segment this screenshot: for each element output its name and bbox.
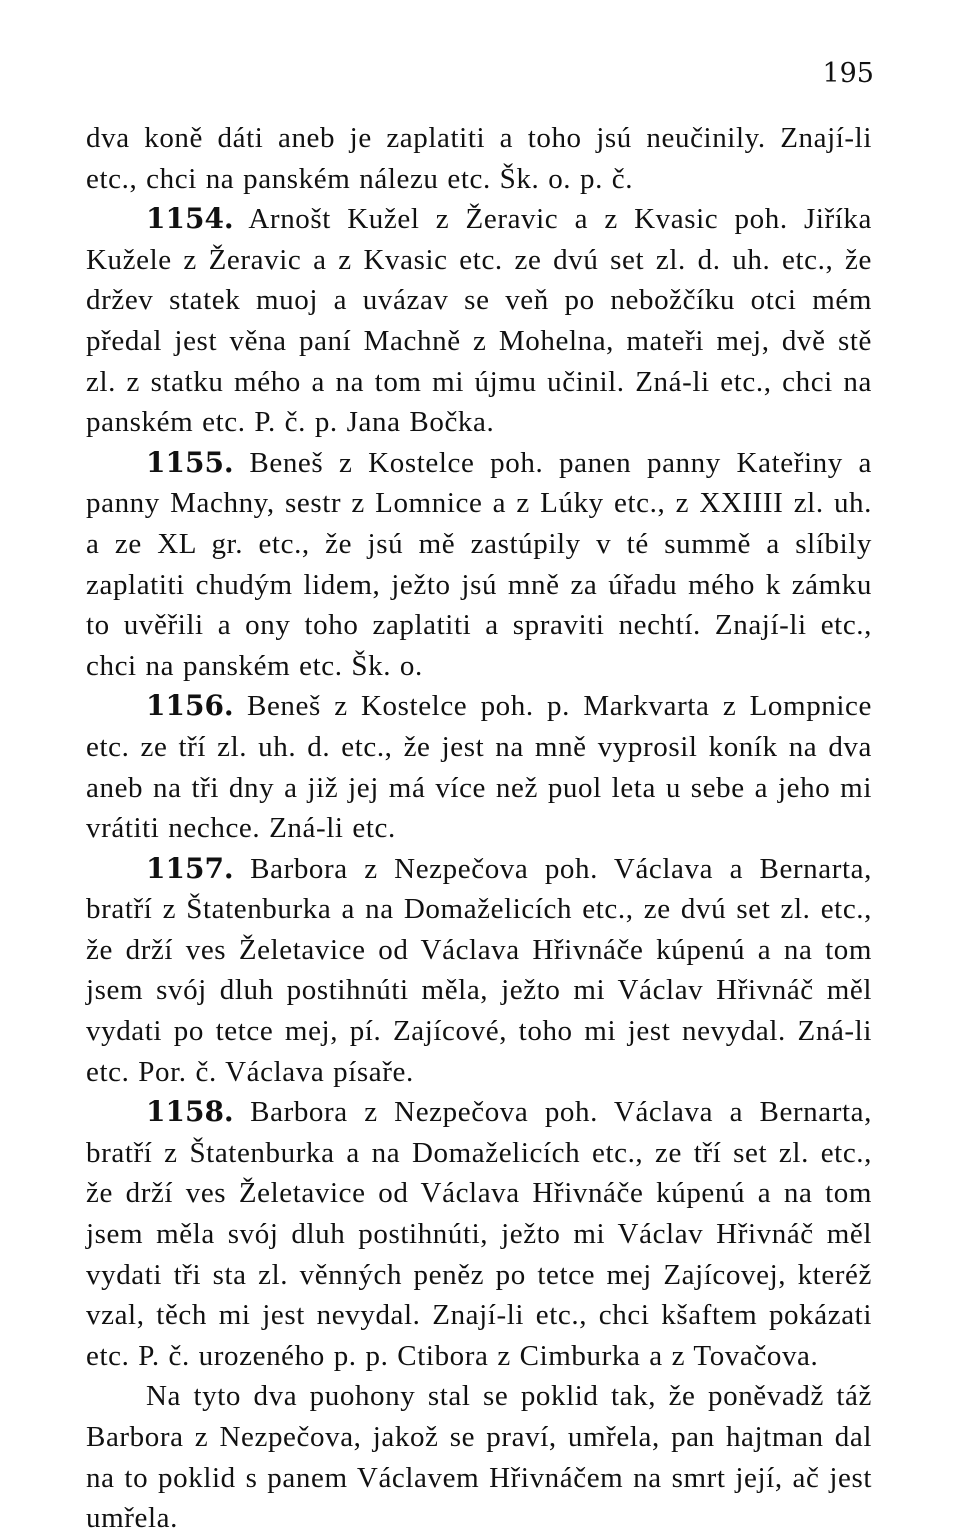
entry-number: 1158. (146, 1095, 234, 1129)
entry-number: 1154. (146, 202, 234, 236)
entry-1157 (86, 849, 872, 1093)
entry-1155 (86, 443, 872, 687)
entry-1158 (86, 1092, 872, 1376)
paragraph-text: Na tyto dva puohony stal se poklid tak, že poněvadž táž Barbora z Nezpečova, jakož se praví, umřela, pan hajtman dal na to poklid s panem Václavem Hřivnáčem na smrt její, ač jest umřela. (86, 1380, 872, 1535)
page-number: 195 (822, 58, 874, 89)
entry-1156 (86, 686, 872, 848)
entry-text: Arnošt Kužel z Žeravic a z Kvasic poh. Jiříka Kužele z Žeravic a z Kvasic etc. ze dvú set zl. d. uh. etc., že držev statek muoj a uvázav se veň po nebožčíku otci mém předal jest věna paní Machně z Mohelna, mateři mej, dvě stě zl. z statku mého a na tom mi újmu učinil. Zná-li etc., chci na panském etc. P. č. p. Jana Bočka. (86, 203, 872, 439)
text-body (86, 118, 872, 1539)
entry-text: Beneš z Kostelce poh. panen panny Kateřiny a panny Machny, sestr z Lomnice a z Lúky etc., z XXIIII zl. uh. a ze XL gr. etc., že jsú mě zastúpily v té summě a slíbily zaplatiti chudým lidem, ježto jsú mně za úřadu mého k zámku to uvěřili a ony toho zaplatiti a spraviti nechtí. Znají-li etc., chci na panském etc. Šk. o. (86, 446, 872, 682)
paragraph-text: dva koně dáti aneb je zaplatiti a toho jsú neučinily. Znají-li etc., chci na panském nálezu etc. Šk. o. p. č. (86, 122, 872, 195)
entry-text: Beneš z Kostelce poh. p. Markvarta z Lompnice etc. ze tří zl. uh. d. etc., že jest na mně vyprosil koník na dva aneb na tři dny a již jej má více než puol leta u sebe a jeho mi vrátiti nechce. Zná-li etc. (86, 690, 872, 845)
closing-note (86, 1376, 872, 1538)
entry-number: 1157. (146, 851, 234, 885)
entry-number: 1155. (146, 445, 234, 479)
entry-text: Barbora z Nezpečova poh. Václava a Bernarta, bratří z Štatenburka a na Domaželicích etc., ze dvú set zl. etc., že drží ves Želetavice od Václava Hřivnáče kúpenú a na tom jsem svój dluh postihnúti měla, ježto mi Václav Hřivnáč měl vydati po tetce mej, pí. Zajícové, toho mi jest nevydal. Zná-li etc. Por. č. Václava písaře. (86, 852, 872, 1088)
entry-1154 (86, 199, 872, 443)
entry-number: 1156. (146, 689, 234, 723)
entry-text: Barbora z Nezpečova poh. Václava a Bernarta, bratří z Štatenburka a na Domaželicích etc., ze tří set zl. etc., že drží ves Želetavice od Václava Hřivnáče kúpenú a na tom jsem měla svój dluh postihnúti, ježto mi Václav Hřivnáč měl vydati tři sta zl. věnných peněz po tetce mej Zajícovej, kteréž vzal, těch mi jest nevydal. Znají-li etc., chci kšaftem pokázati etc. P. č. urozeného p. p. Ctibora z Cimburka a z Tovačova. (86, 1096, 872, 1372)
paragraph-continuation (86, 118, 872, 199)
